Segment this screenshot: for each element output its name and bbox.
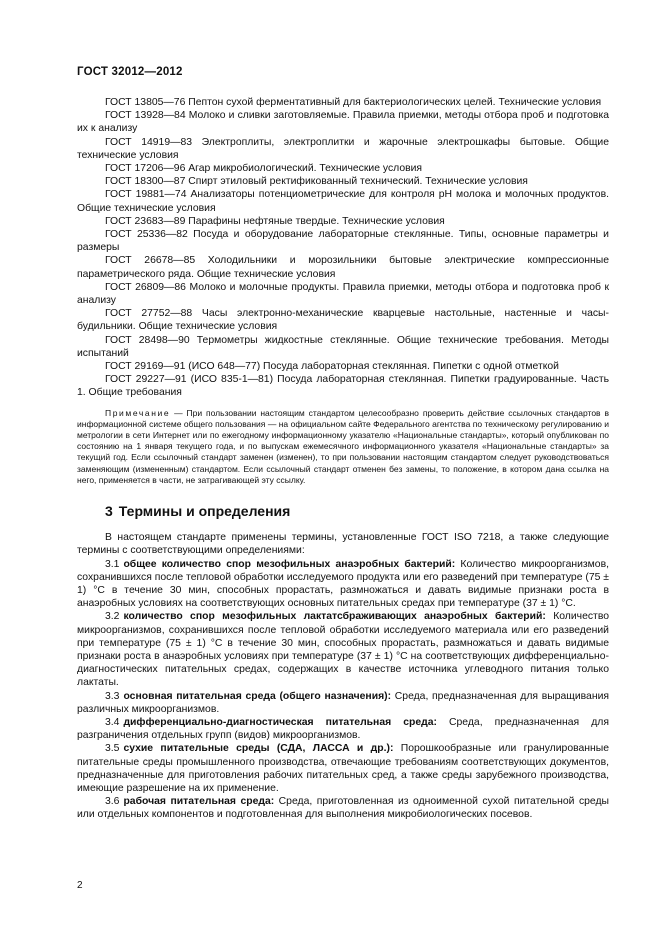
reference-item: ГОСТ 25336—82 Посуда и оборудование лабораторные стеклянные. Типы, основные параметры и размеры: [77, 229, 609, 254]
reference-item: ГОСТ 23683—89 Парафины нефтяные твердые. Технические условия: [105, 215, 445, 227]
document-code-header: ГОСТ 32012—2012: [77, 66, 183, 78]
reference-item: ГОСТ 26678—85 Холодильники и морозильники бытовые электрические компрессионные параметрического ряда. Общие технические условия: [77, 255, 609, 280]
reference-item: ГОСТ 18300—87 Спирт этиловый ректификованный технический. Технические условия: [105, 176, 528, 188]
definition-item: [77, 690, 609, 716]
definition-number: 3.6: [105, 796, 120, 808]
normative-references-list: [77, 96, 609, 400]
section-intro: В настоящем стандарте применены термины, установленные ГОСТ ISO 7218, а также следующие термины с соответствующими определениями:: [77, 532, 609, 557]
note-text: — При пользовании настоящим стандартом целесообразно проверить действие ссылочных стандартов в информационной системе общего пользования — на официальном сайте Федерального агентства по техническому регулированию и метрологии в сети Интернет или по ежегодному информационному указателю «Национальные стандарты», который опубликован по состоянию на 1 января текущего года, и по выпускам ежемесячного информационного указателя «Национальные стандарты» за текущий год. Если ссылочный стандарт заменен (изменен), то при пользовании настоящим стандартом следует руководствоваться заменяющим (измененным) стандартом. Если ссылочный стандарт отменен без замены, то положение, в котором дана ссылка на него, применяется в части, не затрагивающей эту ссылку.: [77, 407, 609, 485]
reference-item: ГОСТ 19881—74 Анализаторы потенциометрические для контроля рН молока и молочных продуктов. Общие технические условия: [77, 189, 609, 214]
reference-item: ГОСТ 29227—91 (ИСО 835-1—81) Посуда лабораторная стеклянная. Пипетки градуированные. Часть 1. Общие требования: [77, 374, 609, 399]
definition-number: 3.5: [105, 743, 120, 755]
definition-item: [77, 716, 609, 742]
section-heading: [105, 503, 609, 519]
reference-item: ГОСТ 28498—90 Термометры жидкостные стеклянные. Общие технические требования. Методы испытаний: [77, 334, 609, 359]
definition-text: Среда, предназначенная для разграничения отдельных групп (видов) микроорганизмов.: [77, 716, 609, 742]
section-number: 3: [105, 503, 113, 520]
reference-item: ГОСТ 14919—83 Электроплиты, электроплитки и жарочные электрошкафы бытовые. Общие технические условия: [77, 136, 609, 161]
definition-number: 3.3: [105, 690, 120, 702]
definition-term: основная питательная среда (общего назначения):: [123, 690, 392, 702]
references-note: [77, 408, 609, 486]
reference-item: ГОСТ 26809—86 Молоко и молочные продукты. Правила приемки, методы отбора и подготовка проб к анализу: [77, 281, 609, 307]
definition-term: сухие питательные среды (СДА, ЛАССА и др.):: [123, 743, 394, 755]
definition-item: [77, 795, 609, 821]
note-lead: Примечание: [105, 407, 171, 418]
definition-item: [77, 558, 609, 611]
page-content: [77, 96, 609, 822]
definition-text: Среда, предназначенная для выращивания различных микроорганизмов.: [77, 690, 609, 715]
definition-number: 3.1: [105, 558, 120, 570]
definitions-list: [77, 558, 609, 822]
definition-term: дифференциально-диагностическая питательная среда:: [123, 716, 437, 728]
reference-item: ГОСТ 13928—84 Молоко и сливки заготовляемые. Правила приемки, методы отбора проб и подготовка их к анализу: [77, 110, 609, 135]
page-number: 2: [77, 880, 83, 891]
definition-number: 3.2: [105, 611, 120, 623]
reference-item: ГОСТ 29169—91 (ИСО 648—77) Посуда лабораторная стеклянная. Пипетки с одной отметкой: [105, 361, 559, 373]
definition-term: количество спор мезофильных лактатсбраживающих анаэробных бактерий:: [123, 611, 546, 623]
definition-number: 3.4: [105, 716, 120, 728]
definition-text: Количество микроорганизмов, сохранившихся после тепловой обработки исследуемого продукта или его разведений при температуре (75 ± 1) °С в течение 30 мин, способных прорастать, размножаться и давать видимые признаки роста в анаэробных условиях на соответствующих основных питательных средах при температуре (37 ± 1) °С.: [77, 558, 609, 610]
reference-item: ГОСТ 13805—76 Пептон сухой ферментативный для бактериологических целей. Технические условия: [105, 97, 602, 108]
definition-item: [77, 742, 609, 795]
definition-term: рабочая питательная среда:: [123, 796, 275, 808]
reference-item: ГОСТ 17206—96 Агар микробиологический. Технические условия: [105, 163, 423, 175]
definition-text: Количество микроорганизмов, сохранившихся после тепловой обработки исследуемого материала или его разведений при температуре (75 ± 1) °С в течение 30 мин, способных прорастать, размножаться и давать видимые признаки роста в анаэробных условиях при температуре (37 ± 1) °С на соответствующих дифференциально-диагностических питательных средах, содержащих в качестве источника углеводного питания только лактаты.: [77, 611, 610, 689]
reference-item: ГОСТ 27752—88 Часы электронно-механические кварцевые настольные, настенные и часы-будильники. Общие технические условия: [77, 308, 609, 333]
definition-text: Порошкообразные или гранулированные питательные среды промышленного производства, отвечающие требованиям соответствующих документов, предназначенные для приготовления рабочих питательных сред, а также среды зарубежного производства, имеющие разрешение на их применение.: [77, 743, 610, 794]
definition-term: общее количество спор мезофильных анаэробных бактерий:: [123, 558, 456, 570]
definition-text: Среда, приготовленная из одноименной сухой питательной среды или отдельных компонентов и подготовленная для выполнения микробиологических посевов.: [77, 796, 609, 821]
definition-item: [77, 610, 609, 689]
section-title: Термины и определения: [118, 503, 291, 520]
